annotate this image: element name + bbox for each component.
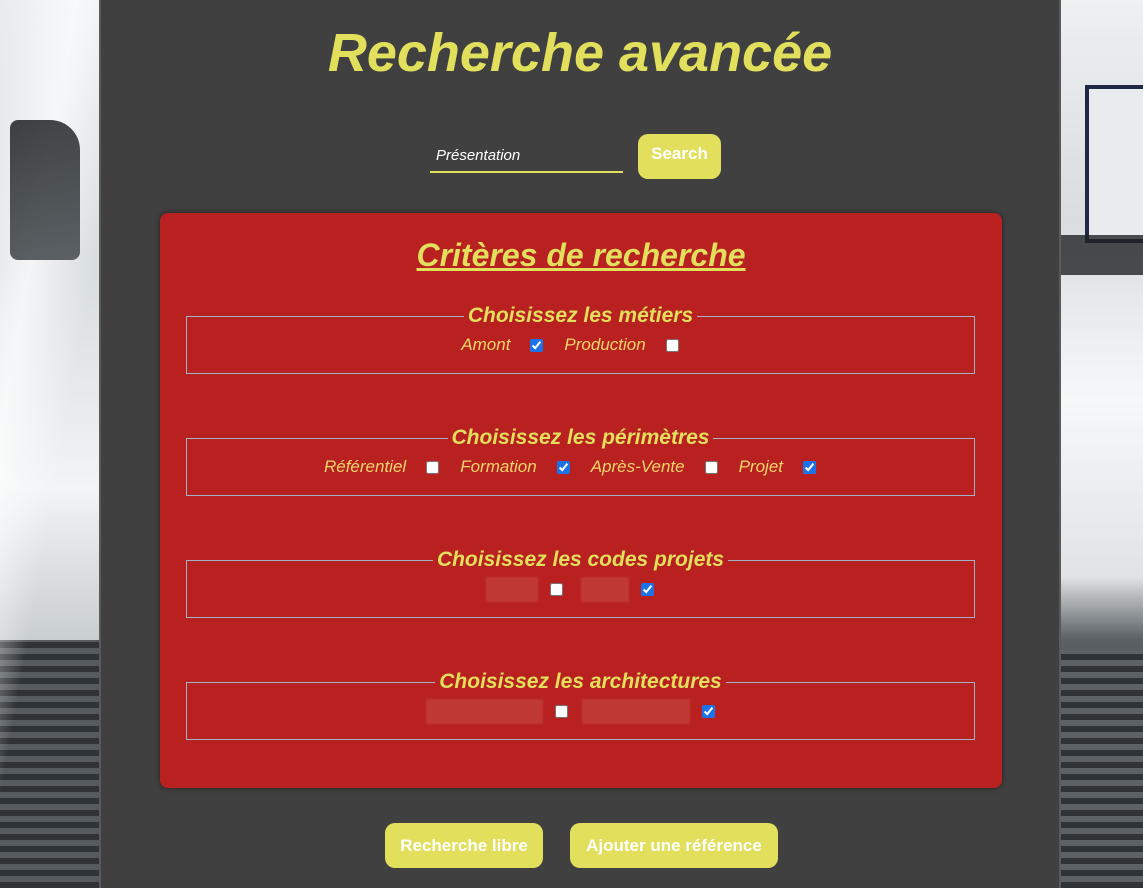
codes-projets-legend: Choisissez les codes projets xyxy=(436,548,725,571)
free-search-button[interactable]: Recherche libre xyxy=(385,823,543,868)
checkbox-architecture-2[interactable] xyxy=(702,705,715,718)
perimetres-fieldset xyxy=(186,426,975,496)
architectures-legend: Choisissez les architectures xyxy=(439,670,722,693)
criteria-title: Critères de recherche xyxy=(416,237,746,273)
checkbox-formation[interactable] xyxy=(557,461,570,474)
checkbox-architecture-1[interactable] xyxy=(555,705,568,718)
background-photo-right xyxy=(1060,0,1143,888)
redacted-architecture-label xyxy=(582,699,690,724)
option-label-apres-vente: Après-Vente xyxy=(590,457,685,476)
background-photo-left xyxy=(0,0,100,888)
option-label-formation: Formation xyxy=(460,457,537,476)
codes-projets-fieldset xyxy=(186,548,975,618)
architectures-fieldset xyxy=(186,670,975,740)
checkbox-referentiel[interactable] xyxy=(426,461,439,474)
add-reference-button[interactable]: Ajouter une référence xyxy=(570,823,778,868)
metiers-legend: Choisissez les métiers xyxy=(467,304,694,327)
option-label-projet: Projet xyxy=(738,457,784,476)
main-panel xyxy=(99,0,1061,888)
metiers-fieldset xyxy=(186,304,975,374)
checkbox-amont[interactable] xyxy=(530,339,543,352)
checkbox-production[interactable] xyxy=(666,339,679,352)
search-input[interactable] xyxy=(430,140,623,173)
checkbox-projet[interactable] xyxy=(803,461,816,474)
redacted-architecture-label xyxy=(426,699,543,724)
option-label-referentiel: Référentiel xyxy=(323,457,407,476)
redacted-code-label xyxy=(486,577,538,602)
option-label-production: Production xyxy=(564,335,646,354)
page-title: Recherche avancée xyxy=(327,23,833,83)
redacted-code-label xyxy=(581,577,629,602)
option-label-amont: Amont xyxy=(461,335,511,354)
search-button[interactable]: Search xyxy=(638,134,721,179)
checkbox-code-2[interactable] xyxy=(641,583,654,596)
checkbox-apres-vente[interactable] xyxy=(705,461,718,474)
perimetres-legend: Choisissez les périmètres xyxy=(451,426,710,449)
checkbox-code-1[interactable] xyxy=(550,583,563,596)
criteria-box xyxy=(160,213,1002,788)
